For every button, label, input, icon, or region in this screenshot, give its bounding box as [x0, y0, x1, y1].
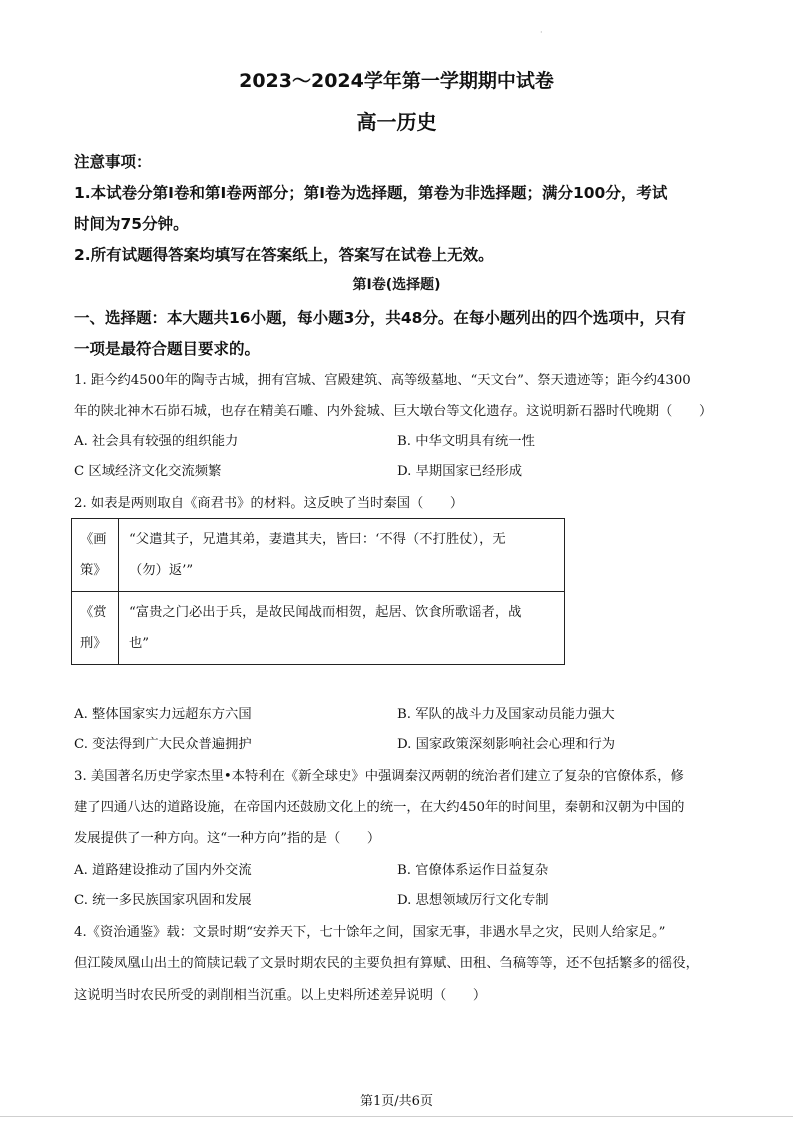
- q3-option-c: C. 统一多民族国家巩固和发展: [74, 893, 252, 908]
- q3-option-a: A. 道路建设推动了国内外交流: [74, 863, 252, 878]
- q1-stem-line-2: 年的陕北神木石峁石城，也存在精美石雕、内外瓮城、巨大墩台等文化遗存。这说明新石器时代晚期（ ）: [74, 404, 713, 419]
- table-cell-label: [72, 519, 119, 592]
- notice-item-1-line-2: 时间为75分钟。: [74, 215, 189, 233]
- bottom-divider: [0, 1116, 793, 1117]
- table-cell-text: [119, 592, 565, 665]
- q4-stem-line-3: 这说明当时农民所受的剥削相当沉重。以上史料所述差异说明（ ）: [74, 988, 487, 1003]
- q3-stem-line-2: 建了四通八达的道路设施，在帝国内还鼓励文化上的统一，在大约450年的时间里，秦朝和汉朝为中国的: [74, 800, 685, 815]
- q3-option-b: B. 官僚体系运作日益复杂: [397, 863, 549, 878]
- q3-stem-line-1: 3. 美国著名历史学家杰里•本特利在《新全球史》中强调秦汉两朝的统治者们建立了复杂的官僚体系，修: [74, 769, 684, 784]
- scan-dot: ·: [540, 28, 543, 37]
- row2-text-line-2: 也”: [129, 636, 150, 651]
- q4-stem-line-2: 但江陵凤凰山出土的简牍记载了文景时期农民的主要负担有算赋、田租、刍稿等等，还不包括繁多的徭役，: [74, 956, 699, 971]
- row1-label-line-2: 策》: [80, 563, 107, 578]
- row2-label-line-2: 刑》: [80, 636, 107, 651]
- q2-option-a: A. 整体国家实力远超东方六国: [74, 707, 252, 722]
- notice-item-2: 2.所有试题得答案均填写在答案纸上，答案写在试卷上无效。: [74, 246, 494, 264]
- row1-text-line-2: （勿）返’”: [129, 563, 194, 578]
- q1-option-d: D. 早期国家已经形成: [397, 464, 523, 479]
- exam-subject: 高一历史: [356, 110, 437, 134]
- q2-option-b: B. 军队的战斗力及国家动员能力强大: [397, 707, 615, 722]
- row1-text-line-1: “父遣其子，兄遣其弟，妻遣其夫，皆曰：‘不得（不打胜仗），无: [129, 532, 506, 547]
- q2-material-table: [71, 518, 565, 665]
- q1-stem-line-1: 1. 距今约4500年的陶寺古城，拥有宫城、宫殿建筑、高等级墓地、“天文台”、祭天遗迹等；距今约4300: [74, 373, 691, 388]
- section-intro-line-2: 一项是最符合题目要求的。: [74, 340, 261, 358]
- table-cell-text: [119, 519, 565, 592]
- table-row: [72, 592, 565, 665]
- notice-heading: 注意事项：: [74, 153, 152, 171]
- q2-option-d: D. 国家政策深刻影响社会心理和行为: [397, 737, 616, 752]
- table-row: [72, 519, 565, 592]
- exam-title: 2023～2024学年第一学期期中试卷: [239, 70, 554, 92]
- q1-option-b: B. 中华文明具有统一性: [397, 434, 535, 449]
- row2-text-line-1: “富贵之门必出于兵，是故民闻战而相贺，起居、饮食所歌谣者，战: [129, 605, 522, 620]
- table-cell-label: [72, 592, 119, 665]
- q2-option-c: C. 变法得到广大民众普遍拥护: [74, 737, 252, 752]
- q1-option-a: A. 社会具有较强的组织能力: [74, 434, 239, 449]
- row1-label-line-1: 《画: [80, 532, 107, 547]
- q4-stem-line-1: 4.《资治通鉴》载：文景时期“安养天下，七十馀年之间，国家无事，非遇水旱之灾，民则人给家足。”: [74, 925, 666, 940]
- notice-item-1-line-1: 1.本试卷分第Ⅰ卷和第Ⅰ卷两部分；第Ⅰ卷为选择题，第卷为非选择题；满分100分，考试: [74, 184, 668, 202]
- q2-stem: 2. 如表是两则取自《商君书》的材料。这反映了当时秦国（ ）: [74, 496, 464, 511]
- q1-option-c: C 区域经济文化交流频繁: [74, 464, 222, 479]
- row2-label-line-1: 《赏: [80, 605, 107, 620]
- q3-stem-line-3: 发展提供了一种方向。这“一种方向”指的是（ ）: [74, 831, 381, 846]
- section-title: 第Ⅰ卷(选择题): [352, 277, 441, 293]
- q3-option-d: D. 思想领域厉行文化专制: [397, 893, 549, 908]
- page-number: 第1页/共6页: [360, 1094, 433, 1109]
- section-intro-line-1: 一、选择题：本大题共16小题，每小题3分，共48分。在每小题列出的四个选项中，只有: [74, 309, 686, 327]
